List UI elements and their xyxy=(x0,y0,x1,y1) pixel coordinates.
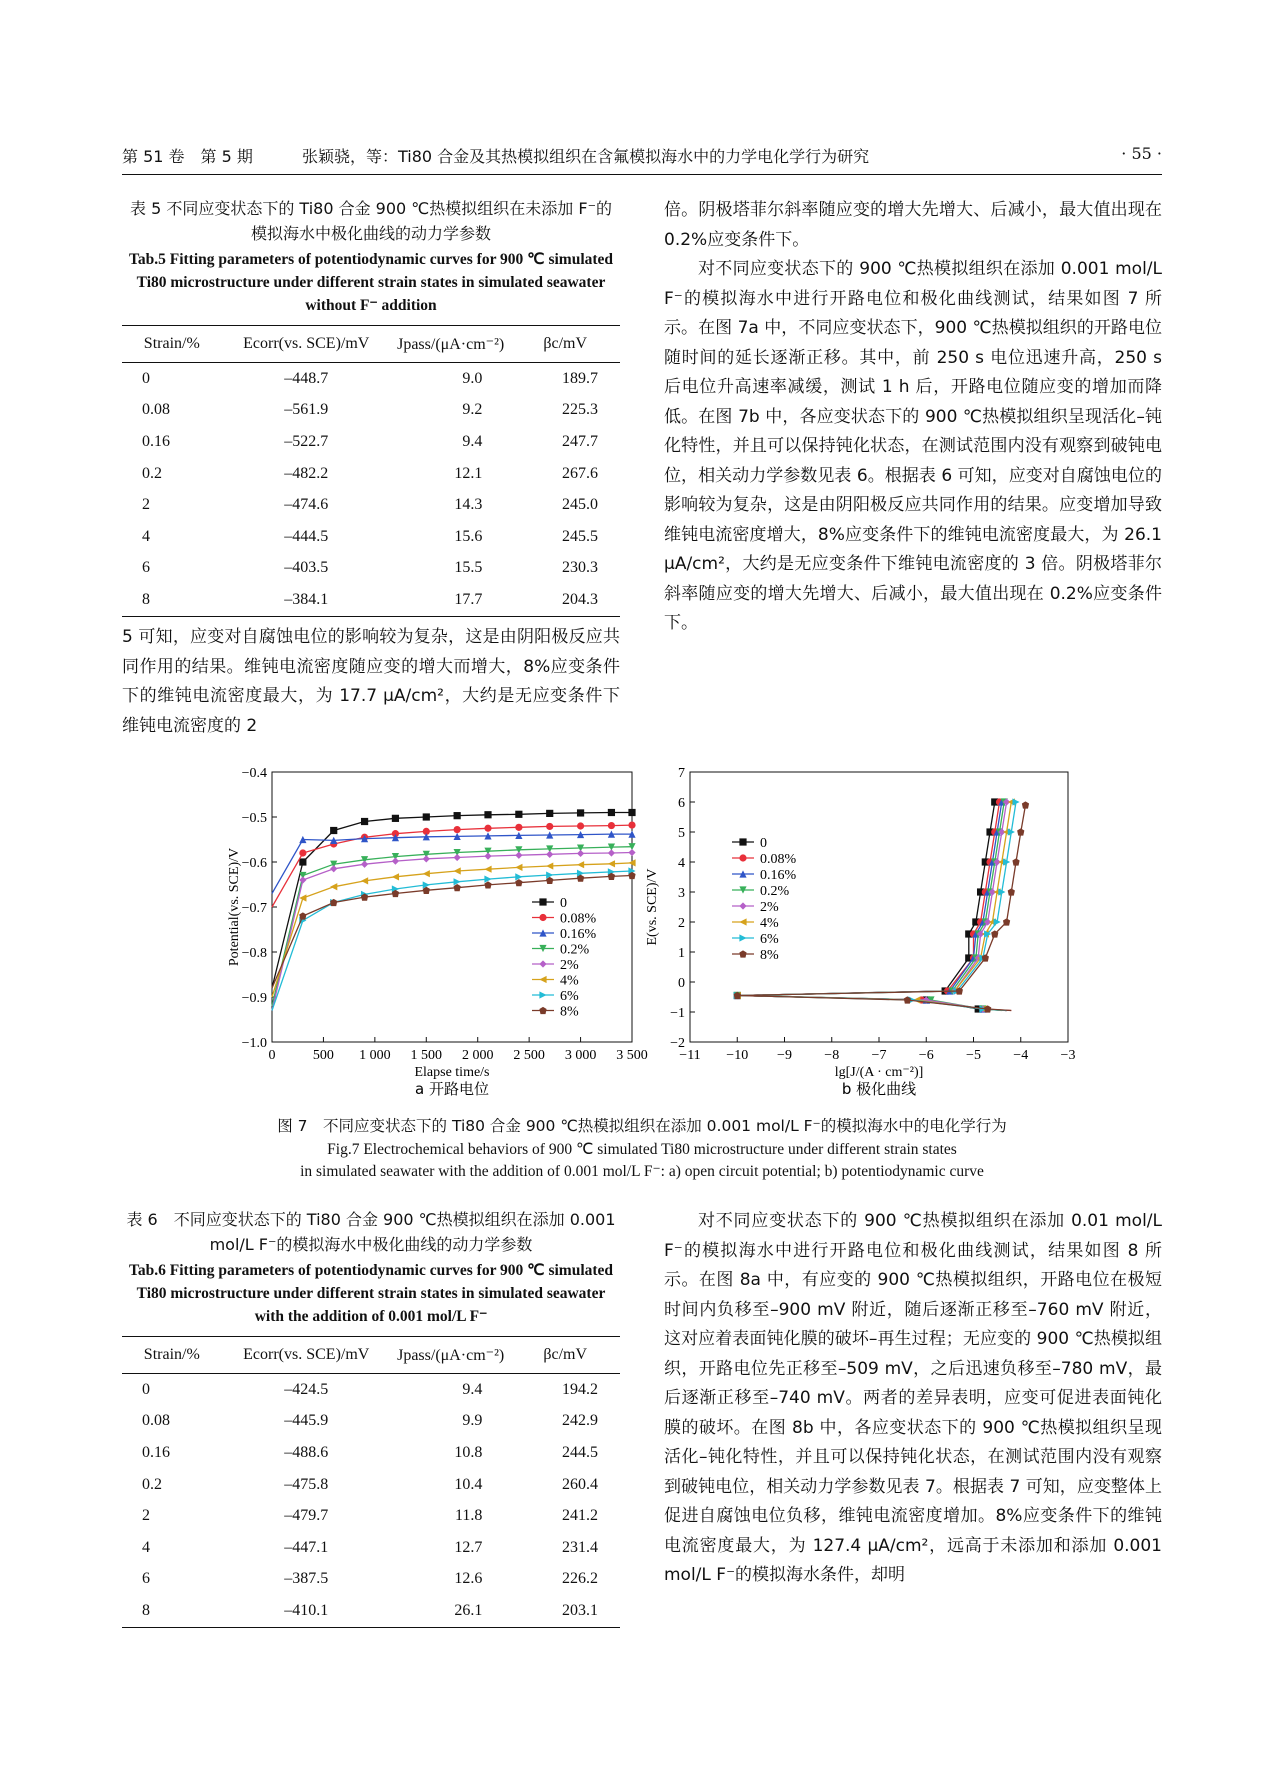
data-point xyxy=(1008,888,1015,895)
table-cell: 245.0 xyxy=(562,496,598,514)
data-point xyxy=(330,827,337,834)
table-cell: 204.3 xyxy=(510,584,620,616)
table-row xyxy=(122,1437,620,1469)
table-cell: –474.6 xyxy=(284,496,329,514)
table-row xyxy=(122,426,620,458)
table-cell: 0.16 xyxy=(142,432,170,450)
y-tick-label: −0.4 xyxy=(241,766,267,781)
table-row xyxy=(122,395,620,427)
running-header xyxy=(122,140,1162,172)
x-tick-label: −3 xyxy=(1060,1048,1076,1063)
legend-label: 2% xyxy=(560,958,579,973)
data-point xyxy=(539,991,546,998)
table-cell: 0.2 xyxy=(142,464,162,482)
table-row xyxy=(122,1564,620,1596)
table-cell: 12.7 xyxy=(454,1538,483,1556)
legend-label: 8% xyxy=(760,948,779,963)
table-cell: 15.5 xyxy=(454,559,483,577)
right-text xyxy=(664,196,1162,639)
data-point xyxy=(454,854,461,861)
legend-label: 6% xyxy=(560,989,579,1004)
table-cell: –387.5 xyxy=(284,1570,329,1588)
data-point xyxy=(361,818,368,825)
x-tick-label: −7 xyxy=(871,1048,887,1063)
table-cell: –444.5 xyxy=(284,527,329,545)
data-point xyxy=(484,825,491,832)
y-tick-label: 6 xyxy=(678,796,685,811)
table-cell: –424.5 xyxy=(284,1380,329,1398)
table-cell: 244.5 xyxy=(562,1443,598,1461)
table-cell: –522.7 xyxy=(284,432,329,450)
data-point xyxy=(299,849,306,856)
table-cell: 8 xyxy=(122,1595,222,1627)
col-jpass: Jpass/(μA·cm⁻²) xyxy=(391,326,511,363)
legend-label: 2% xyxy=(760,900,779,915)
paragraph: 对不同应变状态下的 900 ℃热模拟组织在添加 0.01 mol/L F⁻的模拟海水中进行开路电位和极化曲线测试，结果如图 8 所示。在图 8a 中，有应变的 900 ℃热模拟组织，开路电位在极短时间内负移至–900 mV 附近，随后逐渐正移至–760 mV 附近，这对应着表面钝化膜的破坏–再生过程；无应变的 900 ℃热模拟组织，开路电位先正移至–509 mV，之后迅速负移至–780 mV，最后逐渐正移至–740 mV。两者的差异表明，应变可促进表面钝化膜的破坏。在图 8b 中，各应变状态下的 900 ℃热模拟组织呈现活化–钝化特性，并且可以保持钝化状态，在测试范围内没有观察到破钝电位，相关动力学参数见表 7。根据表 7 可知，应变整体上促进自腐蚀电位负移，维钝电流密度增加。8%应变条件下的维钝电流密度最大，为 127.4 μA/cm²，远高于未添加和添加 0.001 mol/L F⁻的模拟海水条件，却明 xyxy=(664,1211,1162,1585)
right-text-2 xyxy=(664,1207,1162,1591)
table-cell: 231.4 xyxy=(562,1538,598,1556)
table-cell: 14.3 xyxy=(454,496,483,514)
data-point xyxy=(577,822,584,829)
data-point xyxy=(330,865,337,872)
x-tick-label: −11 xyxy=(679,1048,701,1063)
legend-label: 6% xyxy=(760,932,779,947)
data-point xyxy=(299,894,306,901)
table-cell: –488.6 xyxy=(284,1443,329,1461)
data-point xyxy=(628,809,635,816)
data-point xyxy=(392,815,399,822)
col-betac: βc/mV xyxy=(510,1337,620,1374)
data-point xyxy=(515,811,522,818)
table-cell: 12.1 xyxy=(454,464,483,482)
data-point xyxy=(539,960,546,967)
data-point xyxy=(1017,828,1024,835)
data-point xyxy=(1003,918,1010,925)
data-point xyxy=(484,881,491,888)
table-cell: 0 xyxy=(142,369,150,387)
paragraph: 对不同应变状态下的 900 ℃热模拟组织在添加 0.001 mol/L F⁻的模拟海水中进行开路电位和极化曲线测试，结果如图 7 所示。在图 7a 中，不同应变状态下，900 ℃热模拟组织的开路电位随时间的延长逐渐正移。其中，前 250 s 电位迅速升高，250 s 后电位升高速率减缓，测试 1 h 后，开路电位随应变的增加而降低。在图 7b 中，各应变状态下的 900 ℃热模拟组织呈现活化–钝化特性，并且可以保持钝化状态，在测试范围内没有观察到破钝电位，相关动力学参数见表 6。根据表 6 可知，应变对自腐蚀电位的影响较为复杂，这是由阴阳极反应共同作用的结果。应变增加导致维钝电流密度增大，8%应变条件下的维钝电流密度最大，为 26.1 μA/cm²，大约是无应变条件下维钝电流密度的 3 倍。阴极塔菲尔斜率随应变的增大先增大、后减小，最大值出现在 0.2%应变条件下。 xyxy=(664,259,1162,633)
data-point xyxy=(739,934,746,941)
data-point xyxy=(608,809,615,816)
col-strain: Strain/% xyxy=(122,326,222,363)
series-line xyxy=(272,834,632,893)
table5-caption-en: Tab.5 Fitting parameters of potentiodynamic curves for 900 ℃ simulated Ti80 microstructure under different strain states in simulated seawater without F⁻ addition xyxy=(128,251,614,314)
legend-label: 8% xyxy=(560,1004,579,1020)
data-point xyxy=(539,914,546,921)
data-point xyxy=(423,870,430,877)
table-row xyxy=(122,584,620,616)
data-point xyxy=(546,810,553,817)
data-point xyxy=(546,823,553,830)
col-ecorr: Ecorr(vs. SCE)/mV xyxy=(222,1337,391,1374)
data-point xyxy=(739,950,746,957)
y-tick-label: −0.6 xyxy=(241,856,267,871)
table-cell: 203.1 xyxy=(510,1595,620,1627)
data-point xyxy=(577,850,584,857)
x-tick-label: 3 000 xyxy=(564,1048,597,1063)
legend-label: 0 xyxy=(560,896,567,911)
table6 xyxy=(122,1336,620,1628)
x-tick-label: −10 xyxy=(726,1048,749,1063)
table-cell: 2 xyxy=(142,496,150,514)
table-cell: 17.7 xyxy=(391,584,511,616)
table5-caption-zh: 表 5 不同应变状态下的 Ti80 合金 900 ℃热模拟组织在未添加 F⁻的模拟海水中极化曲线的动力学参数 xyxy=(129,199,613,243)
table-cell: 9.2 xyxy=(462,401,483,419)
data-point xyxy=(1022,801,1029,808)
y-tick-label: 7 xyxy=(678,766,685,781)
data-point xyxy=(739,838,746,845)
data-point xyxy=(392,873,399,880)
x-tick-label: 2 500 xyxy=(513,1048,545,1063)
table-cell: 0.08 xyxy=(142,401,170,419)
figure7-caption-en-2: in simulated seawater with the addition of 0.001 mol/L F⁻: a) open circuit potential; b) potentiodynamic curve xyxy=(300,1163,984,1180)
table-row xyxy=(122,1374,620,1406)
y-tick-label: −1 xyxy=(670,1006,685,1021)
table-cell: 241.2 xyxy=(562,1507,598,1525)
chart-open-circuit-potential xyxy=(200,760,648,1100)
data-point xyxy=(515,852,522,859)
data-point xyxy=(361,877,368,884)
x-tick-label: 500 xyxy=(312,1048,334,1063)
left-text-1 xyxy=(122,623,620,741)
legend-label: 0.2% xyxy=(560,942,590,958)
data-point xyxy=(423,813,430,820)
header-rule xyxy=(122,174,1162,175)
x-tick-label: 1 000 xyxy=(359,1048,391,1063)
table-header-row xyxy=(122,326,620,363)
table-cell: 8 xyxy=(122,584,222,616)
data-point xyxy=(739,902,746,909)
table-cell: 6 xyxy=(142,559,150,577)
chart-polarization-curve xyxy=(642,760,1082,1100)
data-point xyxy=(608,822,615,829)
data-point xyxy=(330,883,337,890)
table-cell: –448.7 xyxy=(284,369,329,387)
table-row xyxy=(122,363,620,395)
table-cell: 0 xyxy=(142,1380,150,1398)
y-tick-label: 4 xyxy=(678,856,685,871)
table-cell: –475.8 xyxy=(284,1475,329,1493)
x-tick-label: 2 000 xyxy=(461,1048,494,1063)
table-cell: 9.4 xyxy=(462,432,483,450)
data-point xyxy=(539,976,546,983)
table-row xyxy=(122,1595,620,1627)
data-point xyxy=(454,884,461,891)
table-cell: 242.9 xyxy=(562,1412,598,1430)
table-cell: 267.6 xyxy=(562,464,598,482)
x-tick-label: −4 xyxy=(1013,1048,1029,1063)
data-point xyxy=(546,862,553,869)
table-cell: 9.9 xyxy=(462,1412,483,1430)
legend-label: 0.08% xyxy=(560,911,597,927)
table-cell: –445.9 xyxy=(284,1412,329,1430)
data-point xyxy=(1012,858,1019,865)
table-cell: 189.7 xyxy=(562,369,598,387)
paragraph: 5 可知，应变对自腐蚀电位的影响较为复杂，这是由阴阳极反应共同作用的结果。维钝电流密度随应变的增大而增大，8%应变条件下的维钝电流密度最大，为 17.7 μA/cm²，大约是无应变条件下维钝电流密度的 2 xyxy=(122,627,620,736)
table-cell: –479.7 xyxy=(284,1507,329,1525)
y-tick-label: 3 xyxy=(678,886,685,901)
data-point xyxy=(299,876,306,883)
table6-block xyxy=(122,1207,620,1628)
table-cell: 11.8 xyxy=(455,1507,483,1525)
y-tick-label: −2 xyxy=(670,1036,685,1051)
data-point xyxy=(546,851,553,858)
table-header-row xyxy=(122,1337,620,1374)
col-strain: Strain/% xyxy=(122,1337,222,1374)
data-point xyxy=(392,858,399,865)
x-tick-label: 1 500 xyxy=(410,1048,443,1063)
data-point xyxy=(577,861,584,868)
table-cell: –561.9 xyxy=(284,401,329,419)
subfigure-label: b 极化曲线 xyxy=(841,1080,917,1098)
page-number: · 55 · xyxy=(1121,144,1162,163)
data-point xyxy=(454,867,461,874)
table-cell: 10.8 xyxy=(454,1443,483,1461)
table-cell: –447.1 xyxy=(284,1538,329,1556)
table-row xyxy=(122,1500,620,1532)
table-cell: –410.1 xyxy=(222,1595,391,1627)
table-cell: 194.2 xyxy=(562,1380,598,1398)
table-cell: 230.3 xyxy=(562,559,598,577)
y-tick-label: 0 xyxy=(678,976,685,991)
table-cell: 10.4 xyxy=(454,1475,483,1493)
data-point xyxy=(539,1007,546,1014)
data-point xyxy=(628,849,635,856)
y-tick-label: 2 xyxy=(678,916,685,931)
data-point xyxy=(454,826,461,833)
data-point xyxy=(484,853,491,860)
table-cell: –482.2 xyxy=(284,464,329,482)
figure7-caption-zh: 图 7 不同应变状态下的 Ti80 合金 900 ℃热模拟组织在添加 0.001 mol/L F⁻的模拟海水中的电化学行为 xyxy=(277,1117,1007,1135)
x-tick-label: −9 xyxy=(777,1048,792,1063)
x-tick-label: 3 500 xyxy=(616,1048,648,1063)
table5 xyxy=(122,325,620,617)
y-tick-label: 1 xyxy=(678,946,685,961)
data-point xyxy=(608,849,615,856)
col-jpass: Jpass/(μA·cm⁻²) xyxy=(391,1337,511,1374)
data-point xyxy=(515,864,522,871)
table-cell: 15.6 xyxy=(454,527,483,545)
data-point xyxy=(423,855,430,862)
y-tick-label: 5 xyxy=(678,826,685,841)
table-row xyxy=(122,489,620,521)
figure7b xyxy=(642,760,1082,1100)
plot-frame xyxy=(690,772,1068,1042)
data-point xyxy=(515,879,522,886)
table-cell: 9.4 xyxy=(462,1380,483,1398)
table-cell: 4 xyxy=(142,1538,150,1556)
figure7a xyxy=(200,760,648,1100)
table-cell: 225.3 xyxy=(562,401,598,419)
data-point xyxy=(299,912,306,919)
table-cell: 6 xyxy=(142,1570,150,1588)
x-tick-label: −6 xyxy=(918,1048,934,1063)
y-tick-label: −0.9 xyxy=(241,991,267,1006)
data-point xyxy=(577,809,584,816)
data-point xyxy=(515,824,522,831)
data-point xyxy=(739,918,746,925)
data-point xyxy=(608,860,615,867)
table-cell: 2 xyxy=(142,1507,150,1525)
table-cell: –403.5 xyxy=(284,559,329,577)
table6-caption-en: Tab.6 Fitting parameters of potentiodynamic curves for 900 ℃ simulated Ti80 microstructure under different strain states in simulated seawater with the addition of 0.001 mol/L F⁻ xyxy=(128,1262,614,1325)
legend-label: 0.08% xyxy=(760,852,797,867)
paragraph: 倍。阴极塔菲尔斜率随应变的增大先增大、后减小，最大值出现在 0.2%应变条件下。 xyxy=(664,200,1162,250)
x-axis-label: lg[J/(A · cm⁻²)] xyxy=(834,1065,924,1080)
table-row xyxy=(122,1406,620,1438)
legend-label: 0.2% xyxy=(760,884,790,899)
table-cell: 226.2 xyxy=(562,1570,598,1588)
table6-caption-zh: 表 6 不同应变状态下的 Ti80 合金 900 ℃热模拟组织在添加 0.001 mol/L F⁻的模拟海水中极化曲线的动力学参数 xyxy=(126,1210,616,1254)
col-betac: βc/mV xyxy=(510,326,620,363)
table-cell: –384.1 xyxy=(222,584,391,616)
legend-label: 0 xyxy=(760,836,767,851)
table-cell: 260.4 xyxy=(562,1475,598,1493)
x-axis-label: Elapse time/s xyxy=(414,1065,490,1080)
data-point xyxy=(539,898,546,905)
data-point xyxy=(454,812,461,819)
table-cell: 0.16 xyxy=(142,1443,170,1461)
data-point xyxy=(628,822,635,829)
table-cell: 247.7 xyxy=(562,432,598,450)
table-cell: 245.5 xyxy=(562,527,598,545)
legend-label: 4% xyxy=(560,973,579,989)
table-row xyxy=(122,553,620,585)
y-tick-label: −0.5 xyxy=(241,811,267,826)
data-point xyxy=(299,858,306,865)
col-ecorr: Ecorr(vs. SCE)/mV xyxy=(222,326,391,363)
x-tick-label: −5 xyxy=(966,1048,981,1063)
x-tick-label: −8 xyxy=(824,1048,840,1063)
running-title: 张颖骁，等：Ti80 合金及其热模拟组织在含氟模拟海水中的力学电化学行为研究 xyxy=(302,147,870,166)
table-cell: 4 xyxy=(142,527,150,545)
y-axis-label: E(vs. SCE)/V xyxy=(645,868,660,946)
data-point xyxy=(484,866,491,873)
table-cell: 12.6 xyxy=(454,1570,483,1588)
y-tick-label: −0.8 xyxy=(241,946,267,961)
figure7-caption-en-1: Fig.7 Electrochemical behaviors of 900 ℃ simulated Ti80 microstructure under different strain states xyxy=(327,1141,957,1158)
series-line xyxy=(737,802,1016,1011)
subfigure-label: a 开路电位 xyxy=(415,1080,489,1098)
journal-volume: 第 51 卷 第 5 期 xyxy=(122,147,253,166)
table5-block xyxy=(122,196,620,617)
x-tick-label: 0 xyxy=(268,1048,276,1063)
data-point xyxy=(484,811,491,818)
table-cell: 0.2 xyxy=(142,1475,162,1493)
y-tick-label: −1.0 xyxy=(241,1036,267,1051)
data-point xyxy=(361,861,368,868)
legend-label: 0.16% xyxy=(560,927,597,942)
legend-label: 4% xyxy=(760,916,779,931)
table-cell: 26.1 xyxy=(391,1595,511,1627)
legend-label: 0.16% xyxy=(760,868,797,883)
table-cell: 0.08 xyxy=(142,1412,170,1430)
table-cell: 9.0 xyxy=(462,369,483,387)
table-row xyxy=(122,1469,620,1501)
table-row xyxy=(122,521,620,553)
data-point xyxy=(739,854,746,861)
y-axis-label: Potential(vs. SCE)/V xyxy=(227,847,242,967)
table-row xyxy=(122,1532,620,1564)
table-row xyxy=(122,458,620,490)
y-tick-label: −0.7 xyxy=(241,901,267,916)
